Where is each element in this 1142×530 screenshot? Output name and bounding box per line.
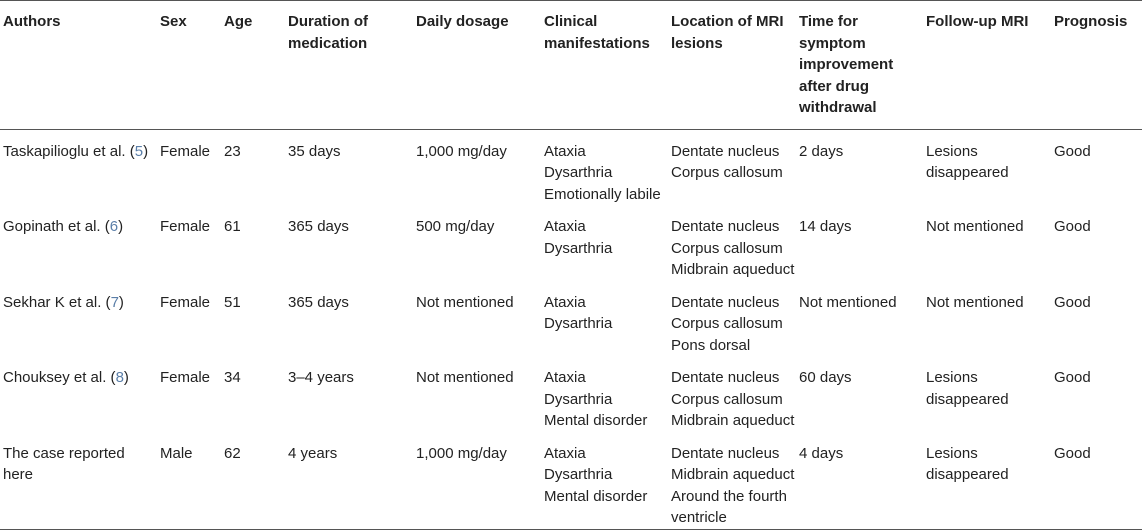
cell-time: 14 days [799,218,852,235]
cell-time: 4 days [799,444,844,462]
clinical-item: Dysarthria [544,239,613,257]
cell-age: 51 [224,293,241,311]
clinical-item: Emotionally labile [544,185,661,203]
cell-author [0,356,157,432]
location-item: Midbrain aqueduct [671,412,795,429]
cell-followup: Lesions disappeared [926,369,1009,408]
clinical-item: Dysarthria [544,466,613,483]
header-location: Location of MRI lesions [671,13,784,52]
cell-author [0,281,157,357]
table-row [0,281,1142,357]
header-sex: Sex [160,13,187,30]
cell-location [668,205,796,281]
reference-link[interactable]: 5 [134,142,144,160]
header-authors: Authors [3,13,61,30]
cell-sex: Female [160,218,211,235]
cell-duration: 35 days [288,142,341,160]
cell-followup: Not mentioned [926,293,1024,311]
cell-clinical [541,432,668,530]
cell-sex: Female [160,293,211,311]
clinical-item: Mental disorder [544,487,648,505]
author-name: The case reported here [3,444,125,483]
cell-followup: Not mentioned [926,218,1024,235]
cell-prognosis: Good [1054,293,1091,311]
clinical-item: Ataxia [544,293,586,311]
cell-clinical [541,205,668,281]
cell-dosage: 500 mg/day [416,218,495,235]
table-row [0,432,1142,530]
author-name: Taskapilioglu et al. ( [3,142,135,160]
cell-author [0,205,157,281]
location-item: Dentate nucleus [671,142,780,160]
cell-dosage: 1,000 mg/day [416,444,507,462]
reference-link[interactable]: 7 [110,293,119,311]
clinical-item: Ataxia [544,369,586,386]
location-item: Corpus callosum [671,315,783,332]
location-item: Pons dorsal [671,336,751,354]
cell-duration: 365 days [288,293,349,311]
cell-location [668,432,796,530]
cell-location [668,356,796,432]
cell-time: 60 days [799,369,852,386]
clinical-item: Ataxia [544,142,586,160]
cell-location [668,281,796,357]
location-item: Dentate nucleus [671,444,780,462]
header-age: Age [224,13,253,30]
table-row [0,356,1142,432]
location-item: Corpus callosum [671,164,783,181]
author-close: ) [143,142,149,160]
header-prognosis: Prognosis [1054,13,1128,30]
author-close: ) [118,293,124,311]
header-followup: Follow-up MRI [926,13,1029,30]
header-row [0,1,1142,130]
cell-time: 2 days [799,142,844,160]
header-dosage: Daily dosage [416,13,509,30]
author-name: Gopinath et al. ( [3,218,110,235]
cell-prognosis: Good [1054,369,1091,386]
clinical-item: Dysarthria [544,315,613,332]
location-item: Corpus callosum [671,239,783,257]
clinical-item: Dysarthria [544,164,613,181]
location-item: Midbrain aqueduct [671,466,795,483]
header-time: Time for symptom improvement after drug withdrawal [799,13,894,116]
cell-clinical [541,129,668,205]
cell-dosage: Not mentioned [416,369,514,386]
clinical-item: Mental disorder [544,412,648,429]
cell-age: 34 [224,369,241,386]
clinical-item: Ataxia [544,444,586,462]
header-duration: Duration of medication [288,13,368,52]
clinical-item: Ataxia [544,218,586,235]
reference-link[interactable]: 8 [115,369,124,386]
cell-followup: Lesions disappeared [926,142,1009,181]
table-row [0,129,1142,205]
location-item: Corpus callosum [671,390,783,408]
author-name: Sekhar K et al. ( [3,293,111,311]
author-close: ) [123,369,129,386]
table-row [0,205,1142,281]
cell-sex: Female [160,369,211,386]
cell-followup: Lesions disappeared [926,444,1009,483]
location-item: Midbrain aqueduct [671,261,795,278]
cell-duration: 3–4 years [288,369,354,386]
cell-location [668,129,796,205]
cell-age: 61 [224,218,241,235]
location-item: Dentate nucleus [671,218,780,235]
cell-clinical [541,281,668,357]
header-clinical: Clinical manifestations [544,13,650,52]
reference-link[interactable]: 6 [109,218,119,235]
cell-sex: Male [160,444,193,462]
cell-prognosis: Good [1054,142,1091,160]
author-close: ) [118,218,124,235]
cell-duration: 4 years [288,444,338,462]
location-item: Around the fourth ventricle [671,487,787,526]
cell-author [0,129,157,205]
cell-author [0,432,157,530]
cell-age: 23 [224,142,241,160]
location-item: Dentate nucleus [671,369,780,386]
cell-clinical [541,356,668,432]
cell-duration: 365 days [288,218,349,235]
cell-dosage: Not mentioned [416,293,514,311]
author-name: Chouksey et al. ( [3,369,116,386]
cell-prognosis: Good [1054,444,1091,462]
cell-prognosis: Good [1054,218,1091,235]
cell-sex: Female [160,142,211,160]
cell-dosage: 1,000 mg/day [416,142,507,160]
location-item: Dentate nucleus [671,293,780,311]
cell-age: 62 [224,444,241,462]
cell-time: Not mentioned [799,293,897,311]
clinical-item: Dysarthria [544,390,613,408]
